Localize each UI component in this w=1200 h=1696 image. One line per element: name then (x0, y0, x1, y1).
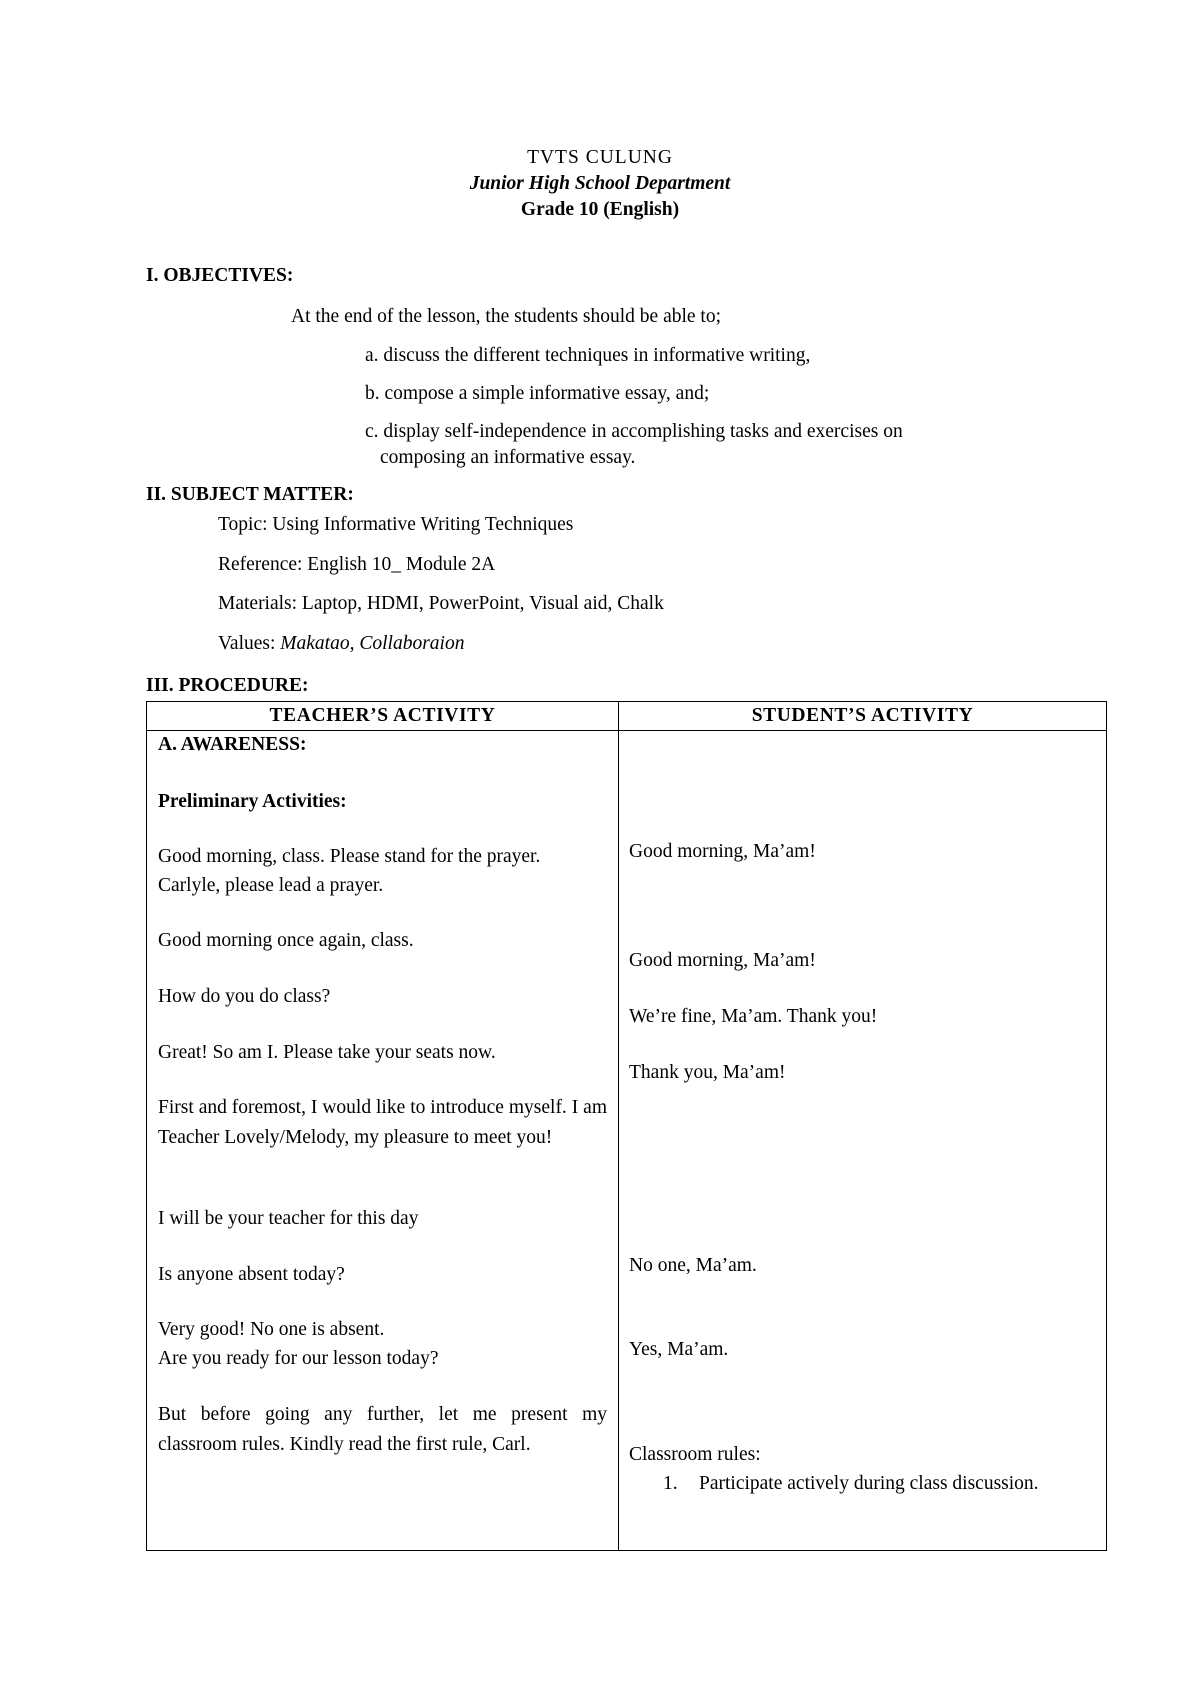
rule-number: 1. (663, 1473, 678, 1494)
student-activity-cell (619, 731, 1107, 1551)
procedure-heading: III. PROCEDURE: (146, 675, 309, 696)
subject-values (218, 632, 464, 655)
teacher-activity-cell (147, 731, 619, 1551)
procedure-table-header-row (147, 702, 1107, 731)
teacher-line: How do you do class? (158, 986, 331, 1007)
teacher-line: But before going any further, let me present my classroom rules. Kindly read the first rule, Carl. (158, 1404, 607, 1455)
procedure-table-body-row (147, 731, 1107, 1551)
subject-materials: Materials: Laptop, HDMI, PowerPoint, Visual aid, Chalk (218, 593, 664, 614)
values-label: Values: (218, 633, 281, 654)
preliminary-heading: Preliminary Activities: (158, 791, 347, 812)
teacher-line: Carlyle, please lead a prayer. (158, 875, 384, 896)
student-line: Classroom rules: (629, 1444, 761, 1465)
student-line: Thank you, Ma’am! (629, 1062, 786, 1083)
grade-level: Grade 10 (English) (520, 199, 680, 220)
subject-reference: Reference: English 10_ Module 2A (218, 554, 496, 575)
student-line: Good morning, Ma’am! (629, 950, 816, 971)
student-line: Good morning, Ma’am! (629, 841, 816, 862)
rule-text: Participate actively during class discussion. (699, 1473, 1039, 1494)
teacher-line: Very good! No one is absent. (158, 1319, 385, 1340)
teacher-line: Is anyone absent today? (158, 1264, 345, 1285)
values-text: Makatao, Collaboraion (280, 633, 465, 654)
awareness-heading: A. AWARENESS: (158, 734, 307, 755)
objective-item-a: a. discuss the different techniques in informative writing, (365, 345, 811, 366)
student-activity-header: STUDENT’S ACTIVITY (619, 702, 1107, 731)
teacher-line: Are you ready for our lesson today? (158, 1348, 439, 1369)
teacher-line: Good morning, class. Please stand for the prayer. (158, 846, 541, 867)
student-line: No one, Ma’am. (629, 1255, 757, 1276)
objective-item-c: c. display self-independence in accomplishing tasks and exercises on (365, 421, 903, 442)
objective-item-b: b. compose a simple informative essay, and; (365, 383, 710, 404)
teacher-activity-header: TEACHER’S ACTIVITY (147, 702, 619, 731)
student-line: We’re fine, Ma’am. Thank you! (629, 1006, 878, 1027)
teacher-line: I will be your teacher for this day (158, 1208, 419, 1229)
objectives-intro: At the end of the lesson, the students should be able to; (291, 306, 722, 327)
school-name: TVTS CULUNG (527, 147, 673, 168)
student-line: Yes, Ma’am. (629, 1339, 729, 1360)
subject-topic: Topic: Using Informative Writing Techniques (218, 514, 574, 535)
teacher-line: Great! So am I. Please take your seats now. (158, 1042, 496, 1063)
objectives-heading: I. OBJECTIVES: (146, 265, 294, 286)
procedure-table (146, 701, 1107, 1551)
objective-item-c-continued: composing an informative essay. (380, 447, 636, 468)
department-name: Junior High School Department (469, 173, 731, 194)
teacher-line: First and foremost, I would like to introduce myself. I am Teacher Lovely/Melody, my pleasure to meet you! (158, 1097, 607, 1148)
subject-matter-heading: II. SUBJECT MATTER: (146, 484, 354, 505)
teacher-line: Good morning once again, class. (158, 930, 414, 951)
